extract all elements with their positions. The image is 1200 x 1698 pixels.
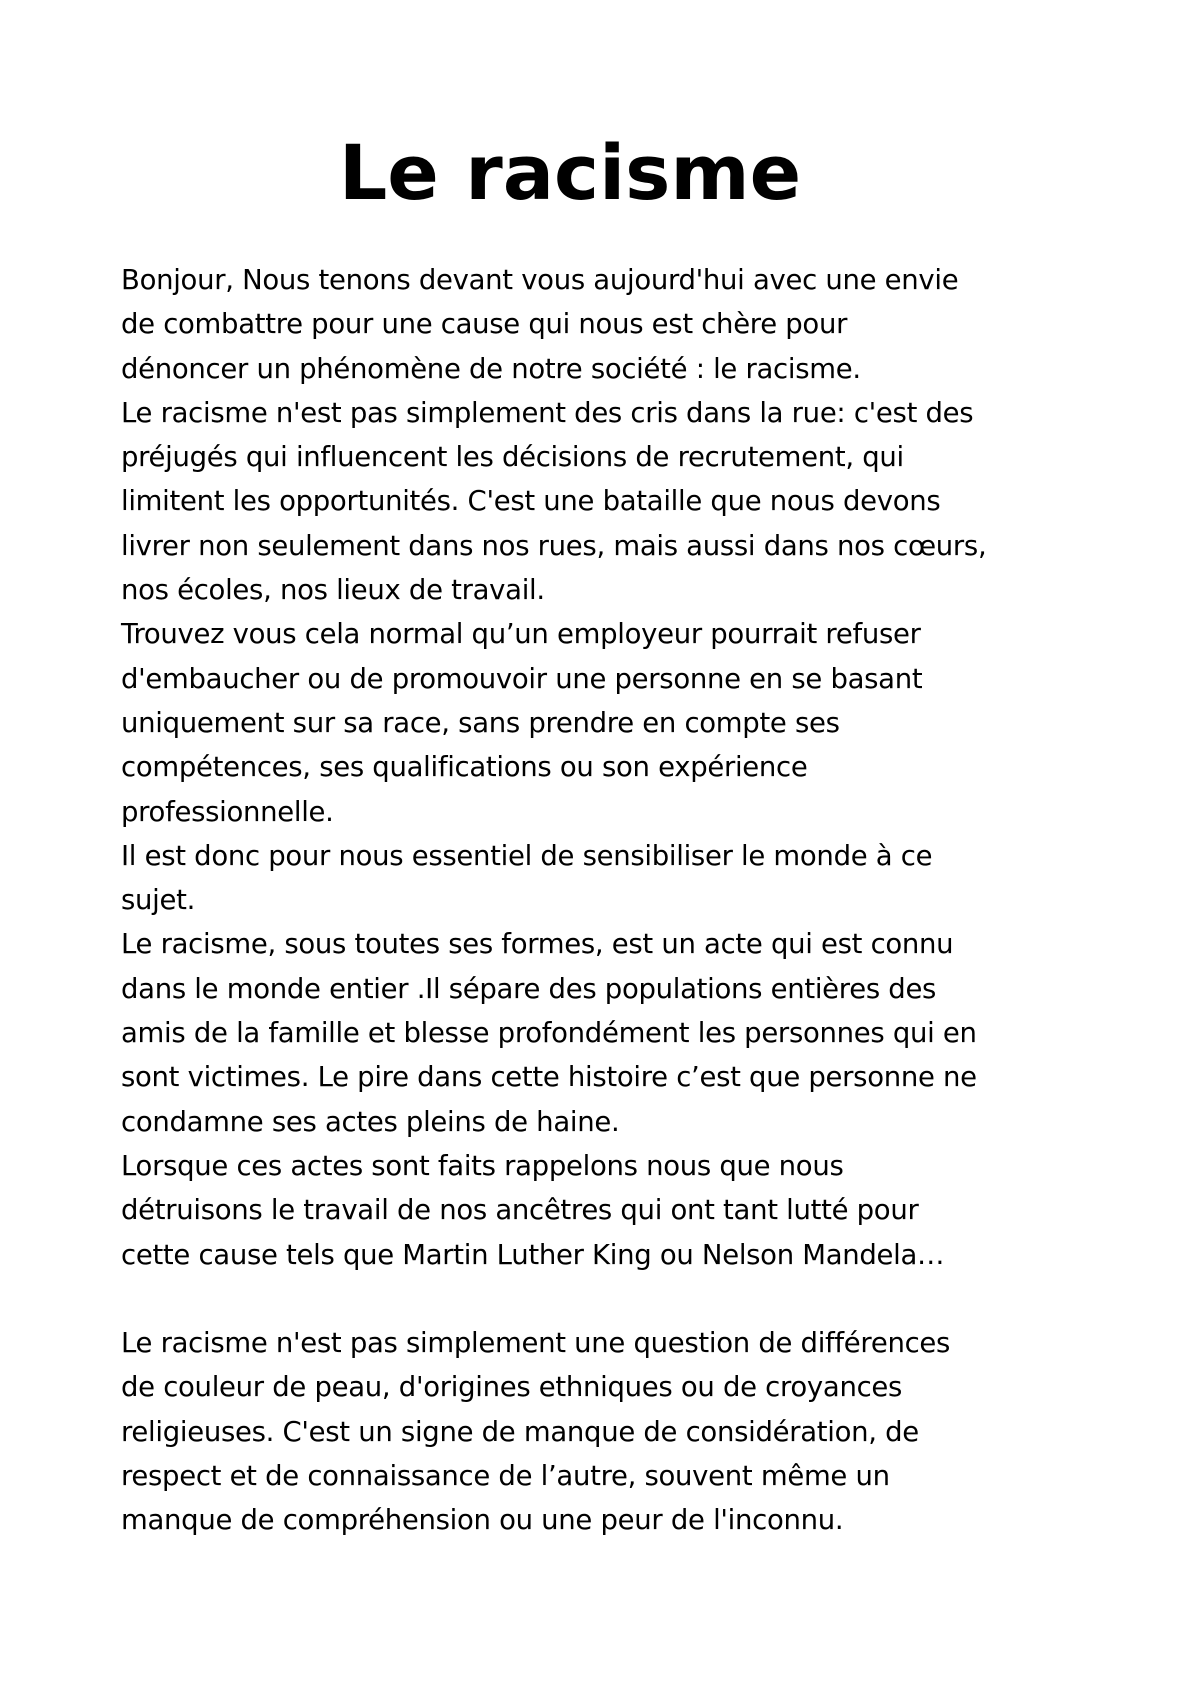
text-line: amis de la famille et blesse profondément les personnes qui en — [121, 1017, 977, 1050]
text-line: dans le monde entier .Il sépare des populations entières des — [121, 972, 937, 1005]
text-line: religieuses. C'est un signe de manque de considération, de — [121, 1415, 919, 1448]
text-line: Le racisme, sous toutes ses formes, est un acte qui est connu — [121, 928, 954, 961]
text-line: sujet. — [121, 884, 196, 917]
text-line: limitent les opportunités. C'est une bataille que nous devons — [121, 485, 941, 518]
text-line: respect et de connaissance de l’autre, souvent même un — [121, 1460, 890, 1493]
text-line: condamne ses actes pleins de haine. — [121, 1105, 620, 1138]
document-body — [121, 258, 1121, 1543]
text-line: de couleur de peau, d'origines ethniques ou de croyances — [121, 1371, 903, 1404]
text-line: dénoncer un phénomène de notre société : le racisme. — [121, 352, 861, 385]
page-title: Le racisme — [338, 128, 802, 217]
text-line: d'embaucher ou de promouvoir une personne en se basant — [121, 662, 923, 695]
text-line: de combattre pour une cause qui nous est chère pour — [121, 308, 848, 341]
text-line: Lorsque ces actes sont faits rappelons nous que nous — [121, 1149, 844, 1182]
text-line: livrer non seulement dans nos rues, mais aussi dans nos cœurs, — [121, 529, 987, 562]
paragraph-gap — [121, 1277, 1121, 1321]
text-line: Il est donc pour nous essentiel de sensibiliser le monde à ce — [121, 839, 933, 872]
text-line: nos écoles, nos lieux de travail. — [121, 574, 545, 607]
text-line: Le racisme n'est pas simplement une question de différences — [121, 1327, 951, 1360]
text-line: compétences, ses qualifications ou son expérience — [121, 751, 808, 784]
text-line: détruisons le travail de nos ancêtres qui ont tant lutté pour — [121, 1194, 919, 1227]
text-line: cette cause tels que Martin Luther King ou Nelson Mandela… — [121, 1238, 945, 1271]
text-line: Bonjour, Nous tenons devant vous aujourd'hui avec une envie — [121, 264, 959, 296]
text-line: professionnelle. — [121, 795, 334, 828]
text-line: manque de compréhension ou une peur de l'inconnu. — [121, 1504, 844, 1537]
text-line: préjugés qui influencent les décisions de recrutement, qui — [121, 441, 904, 474]
text-line: uniquement sur sa race, sans prendre en compte ses — [121, 706, 840, 739]
text-line: Le racisme n'est pas simplement des cris dans la rue: c'est des — [121, 396, 974, 429]
text-line: sont victimes. Le pire dans cette histoire c’est que personne ne — [121, 1061, 977, 1094]
text-line: Trouvez vous cela normal qu’un employeur pourrait refuser — [121, 618, 921, 651]
